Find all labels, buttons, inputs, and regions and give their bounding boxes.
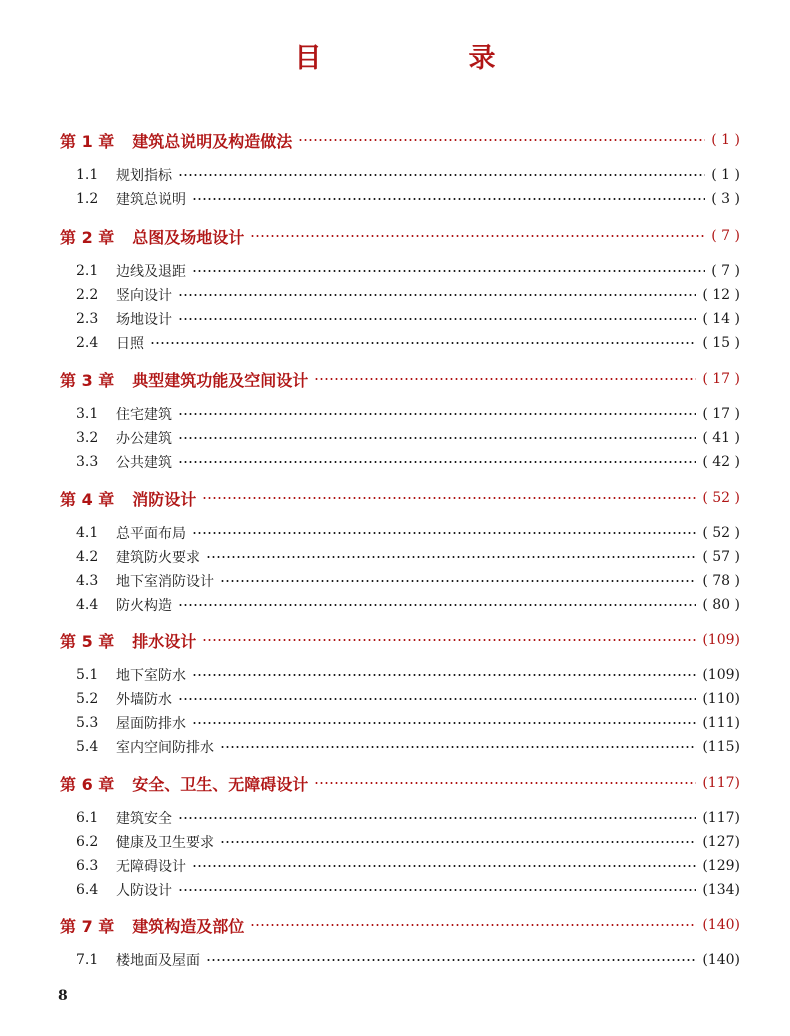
section-number: 2.1 (76, 263, 99, 279)
section-title: 建筑安全 (116, 811, 172, 827)
section-title: 外墙防水 (116, 692, 172, 708)
chapter-title: 消防设计 (132, 489, 197, 509)
dot-leader (178, 698, 696, 700)
section-title: 场地设计 (116, 312, 172, 328)
page-number: 8 (58, 988, 68, 1004)
chapter-page: (109) (702, 632, 740, 648)
section-number: 2.2 (76, 287, 99, 303)
section-page: ( 1 ) (711, 167, 740, 183)
section-number: 7.1 (76, 952, 99, 968)
section-page: ( 41 ) (702, 430, 740, 446)
section-page: ( 14 ) (702, 311, 740, 327)
toc-section-row[interactable] (60, 879, 740, 901)
section-page: ( 57 ) (702, 549, 740, 565)
chapter-title: 排水设计 (132, 631, 197, 651)
section-number: 6.4 (76, 882, 99, 898)
toc-section-row[interactable] (60, 736, 740, 758)
section-title: 办公建筑 (116, 431, 172, 447)
chapter-page: ( 7 ) (711, 228, 740, 244)
section-title: 总平面布局 (116, 526, 186, 542)
dot-leader (178, 294, 696, 296)
toc-chapter-row[interactable] (60, 224, 740, 248)
section-number: 4.4 (76, 597, 99, 613)
section-page: ( 12 ) (702, 287, 740, 303)
dot-leader (250, 924, 696, 926)
chapter-title: 建筑总说明及构造做法 (132, 131, 293, 151)
toc-section-row[interactable] (60, 427, 740, 449)
dot-leader (178, 817, 696, 819)
section-number: 5.1 (76, 667, 99, 683)
dot-leader (250, 235, 705, 237)
chapter-title: 总图及场地设计 (132, 227, 245, 247)
section-title: 竖向设计 (116, 288, 172, 304)
dot-leader (178, 461, 696, 463)
section-number: 6.1 (76, 810, 99, 826)
toc-section-row[interactable] (60, 570, 740, 592)
section-page: (140) (702, 952, 740, 968)
toc-section-row[interactable] (60, 403, 740, 425)
toc-section-row[interactable] (60, 594, 740, 616)
section-page: (110) (702, 691, 740, 707)
section-title: 地下室防水 (116, 668, 186, 684)
toc-section-row[interactable] (60, 949, 740, 971)
dot-leader (178, 437, 696, 439)
section-number: 6.3 (76, 858, 99, 874)
dot-leader (192, 865, 696, 867)
section-number: 5.2 (76, 691, 99, 707)
toc-chapter-row[interactable] (60, 486, 740, 510)
chapter-number: 第 1 章 (60, 131, 115, 151)
toc-section-row[interactable] (60, 451, 740, 473)
toc-section-row[interactable] (60, 188, 740, 210)
section-title: 楼地面及屋面 (116, 953, 200, 969)
dot-leader (192, 270, 705, 272)
section-number: 6.2 (76, 834, 99, 850)
toc-section-row[interactable] (60, 831, 740, 853)
toc-section-row[interactable] (60, 332, 740, 354)
dot-leader (220, 746, 696, 748)
dot-leader (150, 342, 696, 344)
section-number: 1.2 (76, 191, 99, 207)
section-number: 3.3 (76, 454, 99, 470)
toc-chapter-row[interactable] (60, 367, 740, 391)
section-title: 无障碍设计 (116, 859, 186, 875)
toc-section-row[interactable] (60, 712, 740, 734)
section-page: ( 42 ) (702, 454, 740, 470)
section-number: 2.4 (76, 335, 99, 351)
dot-leader (220, 841, 696, 843)
section-title: 公共建筑 (116, 455, 172, 471)
section-title: 人防设计 (116, 883, 172, 899)
dot-leader (192, 722, 696, 724)
chapter-number: 第 4 章 (60, 489, 115, 509)
section-page: ( 15 ) (702, 335, 740, 351)
chapter-number: 第 5 章 (60, 631, 115, 651)
toc-section-row[interactable] (60, 522, 740, 544)
dot-leader (202, 639, 696, 641)
section-page: (127) (702, 834, 740, 850)
section-page: (117) (702, 810, 740, 826)
toc-chapter-row[interactable] (60, 771, 740, 795)
toc-chapter-row[interactable] (60, 128, 740, 152)
chapter-title: 建筑构造及部位 (132, 916, 245, 936)
chapter-page: ( 52 ) (702, 490, 740, 506)
section-page: (115) (702, 739, 740, 755)
dot-leader (178, 318, 696, 320)
toc-chapter-row[interactable] (60, 913, 740, 937)
chapter-title: 安全、卫生、无障碍设计 (132, 774, 309, 794)
dot-leader (298, 139, 705, 141)
section-page: ( 52 ) (702, 525, 740, 541)
section-number: 4.3 (76, 573, 99, 589)
chapter-number: 第 2 章 (60, 227, 115, 247)
toc-section-row[interactable] (60, 164, 740, 186)
chapter-page: ( 1 ) (711, 132, 740, 148)
toc-section-row[interactable] (60, 284, 740, 306)
toc-section-row[interactable] (60, 855, 740, 877)
toc-chapter-row[interactable] (60, 628, 740, 652)
section-title: 边线及退距 (116, 264, 186, 280)
toc-section-row[interactable] (60, 308, 740, 330)
section-title: 住宅建筑 (116, 407, 172, 423)
section-number: 5.4 (76, 739, 99, 755)
chapter-number: 第 3 章 (60, 370, 115, 390)
section-page: (134) (702, 882, 740, 898)
toc-title: 目 录 (294, 43, 556, 74)
section-page: (129) (702, 858, 740, 874)
dot-leader (314, 782, 696, 784)
section-number: 5.3 (76, 715, 99, 731)
dot-leader (178, 604, 696, 606)
section-title: 健康及卫生要求 (116, 835, 214, 851)
section-title: 建筑防火要求 (116, 550, 200, 566)
section-number: 1.1 (76, 167, 99, 183)
section-page: ( 3 ) (711, 191, 740, 207)
section-page: ( 80 ) (702, 597, 740, 613)
toc-section-row[interactable] (60, 664, 740, 686)
chapter-number: 第 6 章 (60, 774, 115, 794)
chapter-page: (117) (702, 775, 740, 791)
dot-leader (192, 198, 705, 200)
dot-leader (192, 674, 696, 676)
section-page: ( 17 ) (702, 406, 740, 422)
section-title: 建筑总说明 (116, 192, 186, 208)
section-title: 日照 (116, 336, 144, 352)
section-number: 2.3 (76, 311, 99, 327)
section-number: 4.2 (76, 549, 99, 565)
dot-leader (178, 413, 696, 415)
section-number: 3.1 (76, 406, 99, 422)
toc-section-row[interactable] (60, 260, 740, 282)
section-page: ( 7 ) (711, 263, 740, 279)
section-title: 规划指标 (116, 168, 172, 184)
dot-leader (202, 497, 696, 499)
dot-leader (178, 174, 705, 176)
chapter-page: ( 17 ) (702, 371, 740, 387)
dot-leader (178, 889, 696, 891)
chapter-number: 第 7 章 (60, 916, 115, 936)
section-number: 4.1 (76, 525, 99, 541)
dot-leader (220, 580, 696, 582)
toc-section-row[interactable] (60, 546, 740, 568)
dot-leader (192, 532, 696, 534)
dot-leader (206, 959, 696, 961)
toc-section-row[interactable] (60, 688, 740, 710)
chapter-page: (140) (702, 917, 740, 933)
section-number: 3.2 (76, 430, 99, 446)
dot-leader (314, 378, 696, 380)
toc-section-row[interactable] (60, 807, 740, 829)
section-title: 地下室消防设计 (116, 574, 214, 590)
dot-leader (206, 556, 696, 558)
section-title: 屋面防排水 (116, 716, 186, 732)
section-page: (111) (702, 715, 740, 731)
section-page: ( 78 ) (702, 573, 740, 589)
section-title: 室内空间防排水 (116, 740, 214, 756)
chapter-title: 典型建筑功能及空间设计 (132, 370, 309, 390)
section-page: (109) (702, 667, 740, 683)
section-title: 防火构造 (116, 598, 172, 614)
